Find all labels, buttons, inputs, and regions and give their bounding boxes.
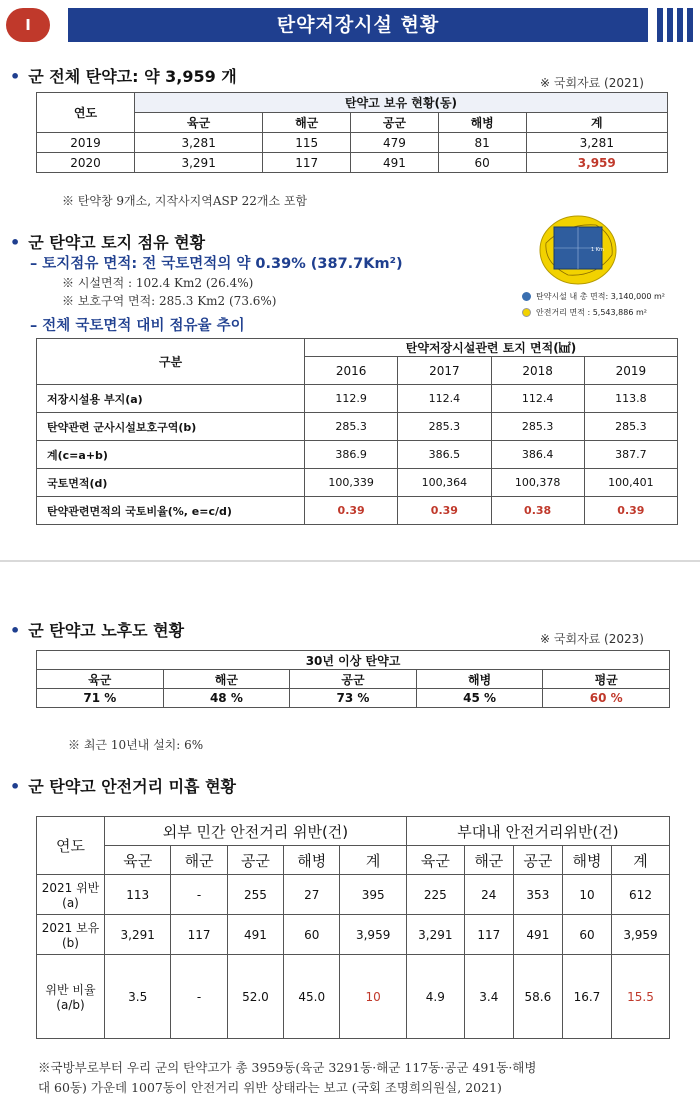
- section2-note2: ※ 보호구역 면적: 285.3 Km2 (73.6%): [62, 294, 277, 308]
- col-header: 계: [526, 113, 667, 133]
- legend-facility: 탄약시설 내 총 면적: 3,140,000 m²: [522, 291, 665, 302]
- section-badge: I: [6, 8, 50, 42]
- col-group: 30년 이상 탄약고: [37, 651, 670, 670]
- aging-table: [36, 650, 670, 708]
- col-group2: 부대내 안전거리위반(건): [406, 817, 669, 846]
- blue-dot-icon: [522, 292, 531, 301]
- section3-note: ※ 최근 10년내 설치: 6%: [68, 738, 204, 752]
- col-group1: 외부 민간 안전거리 위반(건): [105, 817, 407, 846]
- table-row: 저장시설용 부지(a) 112.9 112.4 112.4 113.8: [37, 385, 678, 413]
- table-row: 2020 3,291 117 491 60 3,959: [37, 153, 668, 173]
- section3-title: • 군 탄약고 노후도 현황: [10, 621, 185, 640]
- col-header: 공군: [227, 846, 283, 875]
- col-header: 평균: [543, 670, 670, 689]
- col-header: 육군: [105, 846, 171, 875]
- col-header: 해군: [171, 846, 227, 875]
- page-bottom: [0, 610, 700, 1107]
- col-header: 육군: [37, 670, 164, 689]
- section1-source: ※ 국회자료 (2021): [540, 76, 644, 90]
- col-header: 해병: [416, 670, 543, 689]
- table-row: 71 % 48 % 73 % 45 % 60 %: [37, 689, 670, 708]
- col-year: 2019: [584, 357, 677, 385]
- table-row: 2021 보유(b) 3,291 117 491 60 3,959 3,291 117 491 60 3,959: [37, 915, 670, 955]
- col-header: 계: [340, 846, 406, 875]
- col-group: 탄약고 보유 현황(동): [135, 93, 668, 113]
- col-header: 해군: [263, 113, 351, 133]
- col-year: 연도: [37, 93, 135, 133]
- table-row: 2021 위반(a) 113 - 255 27 395 225 24 353 10 612: [37, 875, 670, 915]
- section2-note1: ※ 시설면적 : 102.4 Km2 (26.4%): [62, 276, 254, 290]
- section2-sub1: – 토지점유 면적: 전 국토면적의 약 0.39% (387.7Km²): [30, 256, 403, 272]
- stripes-decoration: [657, 8, 697, 42]
- col-header: 계: [612, 846, 670, 875]
- diagram-center-label: 1 Km: [591, 247, 604, 253]
- table-row: 국토면적(d) 100,339 100,364 100,378 100,401: [37, 469, 678, 497]
- col-header: 해군: [464, 846, 513, 875]
- ammo-depot-table: [36, 92, 668, 173]
- table-row: 2019 3,281 115 479 81 3,281: [37, 133, 668, 153]
- safety-distance-diagram: [536, 213, 632, 287]
- col-header: 해군: [163, 670, 290, 689]
- section4-title: • 군 탄약고 안전거리 미흡 현황: [10, 777, 236, 796]
- col-header: 해병: [284, 846, 340, 875]
- yellow-dot-icon: [522, 308, 531, 317]
- table-row: 계(c=a+b) 386.9 386.5 386.4 387.7: [37, 441, 678, 469]
- col-header: 공군: [290, 670, 417, 689]
- page-title: 탄약저장시설 현황: [68, 8, 648, 42]
- col-header: 해병: [438, 113, 526, 133]
- section1-title: • 군 전체 탄약고: 약 3,959 개: [10, 67, 237, 86]
- col-label: 구분: [37, 339, 305, 385]
- page-gap: [0, 560, 700, 608]
- section2-title: • 군 탄약고 토지 점유 현황: [10, 233, 206, 252]
- table-row: 탄약관련면적의 국토비율(%, e=c/d) 0.39 0.39 0.38 0.39: [37, 497, 678, 525]
- section4-note-line1: ※국방부로부터 우리 군의 탄약고가 총 3959동(육군 3291동·해군 117동·공군 491동·해병: [38, 1060, 537, 1075]
- land-area-table: [36, 338, 678, 525]
- col-year: 2017: [398, 357, 491, 385]
- header: [2, 4, 698, 44]
- col-year: 2016: [305, 357, 398, 385]
- table-row: 탄약관련 군사시설보호구역(b) 285.3 285.3 285.3 285.3: [37, 413, 678, 441]
- section2-sub2: – 전체 국토면적 대비 점유율 추이: [30, 318, 245, 334]
- section1-note: ※ 탄약창 9개소, 지작사지역ASP 22개소 포함: [62, 194, 308, 208]
- table-row: 위반 비율 (a/b) 3.5 - 52.0 45.0 10 4.9 3.4 58.6 16.7 15.5: [37, 955, 670, 1039]
- safety-distance-table: [36, 816, 670, 1039]
- legend-safety: 안전거리 면적 : 5,543,886 m²: [522, 307, 647, 318]
- section3-source: ※ 국회자료 (2023): [540, 632, 644, 646]
- col-header: 육군: [406, 846, 464, 875]
- col-year: 연도: [37, 817, 105, 875]
- col-year: 2018: [491, 357, 584, 385]
- col-header: 육군: [135, 113, 263, 133]
- col-header: 해병: [562, 846, 611, 875]
- col-group: 탄약저장시설관련 토지 면적(㎢): [305, 339, 678, 357]
- col-header: 공군: [351, 113, 439, 133]
- col-header: 공군: [513, 846, 562, 875]
- section4-note-line2: 대 60동) 가운데 1007동이 안전거리 위반 상태라는 보고 (국회 조명희의원실, 2021): [38, 1080, 502, 1095]
